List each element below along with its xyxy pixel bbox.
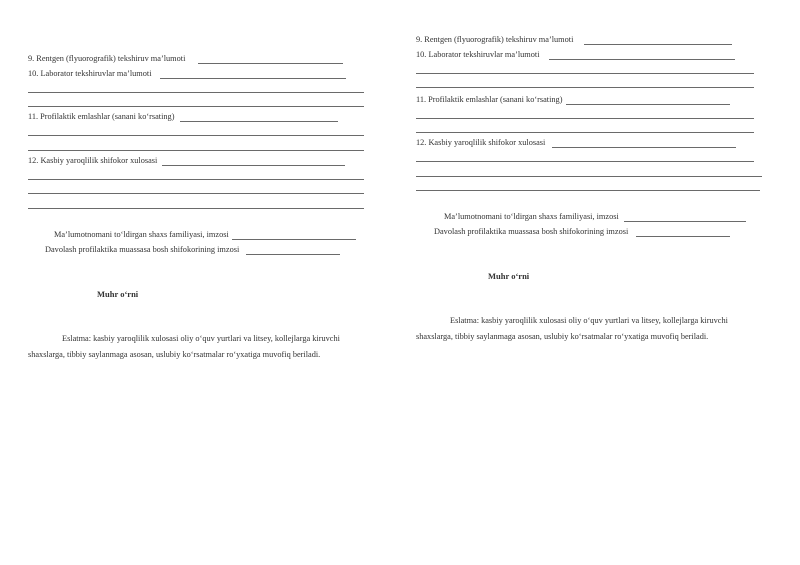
item-11-blank-3 xyxy=(416,132,754,133)
item-12-blank-2 xyxy=(416,161,754,162)
item-11-label: 11. Profilaktik emlashlar (sanani ko‘rsating) xyxy=(416,95,563,104)
item-11-blank-3 xyxy=(28,150,364,151)
signature-chief-label: Davolash profilaktika muassasa bosh shifokorining imzosi xyxy=(45,245,240,254)
item-10-blank-3 xyxy=(28,106,364,107)
item-10-blank xyxy=(160,78,346,79)
signature-person-blank xyxy=(232,239,356,240)
item-10-label: 10. Laborator tekshiruvlar ma’lumoti xyxy=(28,69,152,78)
signature-person-blank xyxy=(624,221,746,222)
note-line-1: Eslatma: kasbiy yaroqlilik xulosasi oliy o‘quv yurtlari va litsey, kollejlarga kiruvchi xyxy=(450,316,728,325)
item-12-label: 12. Kasbiy yaroqlilik shifokor xulosasi xyxy=(416,138,546,147)
item-10-blank-2 xyxy=(416,73,754,74)
item-12-blank xyxy=(552,147,736,148)
stamp-place: Muhr o‘rni xyxy=(97,289,139,299)
stamp-place: Muhr o‘rni xyxy=(488,271,530,281)
item-12-blank xyxy=(162,165,345,166)
item-11-blank-2 xyxy=(416,118,754,119)
item-12-blank-4 xyxy=(28,208,364,209)
signature-chief-label: Davolash profilaktika muassasa bosh shifokorining imzosi xyxy=(434,227,629,236)
item-12-label: 12. Kasbiy yaroqlilik shifokor xulosasi xyxy=(28,156,158,165)
item-10-blank-3 xyxy=(416,87,754,88)
item-10-blank xyxy=(549,59,735,60)
item-9-label: 9. Rentgen (flyuorografik) tekshiruv ma’lumoti xyxy=(416,35,574,44)
item-9-blank xyxy=(584,44,732,45)
item-10-blank-2 xyxy=(28,92,364,93)
note-line-1: Eslatma: kasbiy yaroqlilik xulosasi oliy o‘quv yurtlari va litsey, kollejlarga kiruvchi xyxy=(62,334,340,343)
signature-person-label: Ma’lumotnomani to‘ldirgan shaxs familiyasi, imzosi xyxy=(54,230,229,239)
signature-person-label: Ma’lumotnomani to‘ldirgan shaxs familiyasi, imzosi xyxy=(444,212,619,221)
note xyxy=(416,313,728,345)
signature-chief-blank xyxy=(636,236,730,237)
item-12-blank-2 xyxy=(28,179,364,180)
item-10-label: 10. Laborator tekshiruvlar ma’lumoti xyxy=(416,50,540,59)
signature-chief-blank xyxy=(246,254,340,255)
item-12-blank-3 xyxy=(28,193,364,194)
note-line-2: shaxslarga, tibbiy saylanmaga asosan, uslubiy ko‘rsatmalar ro‘yxatiga muvofiq beriladi. xyxy=(28,350,321,359)
item-12-blank-3 xyxy=(416,176,762,177)
right-page xyxy=(400,0,800,565)
item-11-label: 11. Profilaktik emlashlar (sanani ko‘rsating) xyxy=(28,112,175,121)
item-9-blank xyxy=(198,63,343,64)
item-11-blank xyxy=(566,104,730,105)
note-line-2: shaxslarga, tibbiy saylanmaga asosan, uslubiy ko‘rsatmalar ro‘yxatiga muvofiq beriladi. xyxy=(416,332,709,341)
item-11-blank-2 xyxy=(28,135,364,136)
note xyxy=(28,331,340,363)
item-12-blank-4 xyxy=(416,190,760,191)
item-9-label: 9. Rentgen (flyuorografik) tekshiruv ma’lumoti xyxy=(28,54,186,63)
item-11-blank xyxy=(180,121,338,122)
